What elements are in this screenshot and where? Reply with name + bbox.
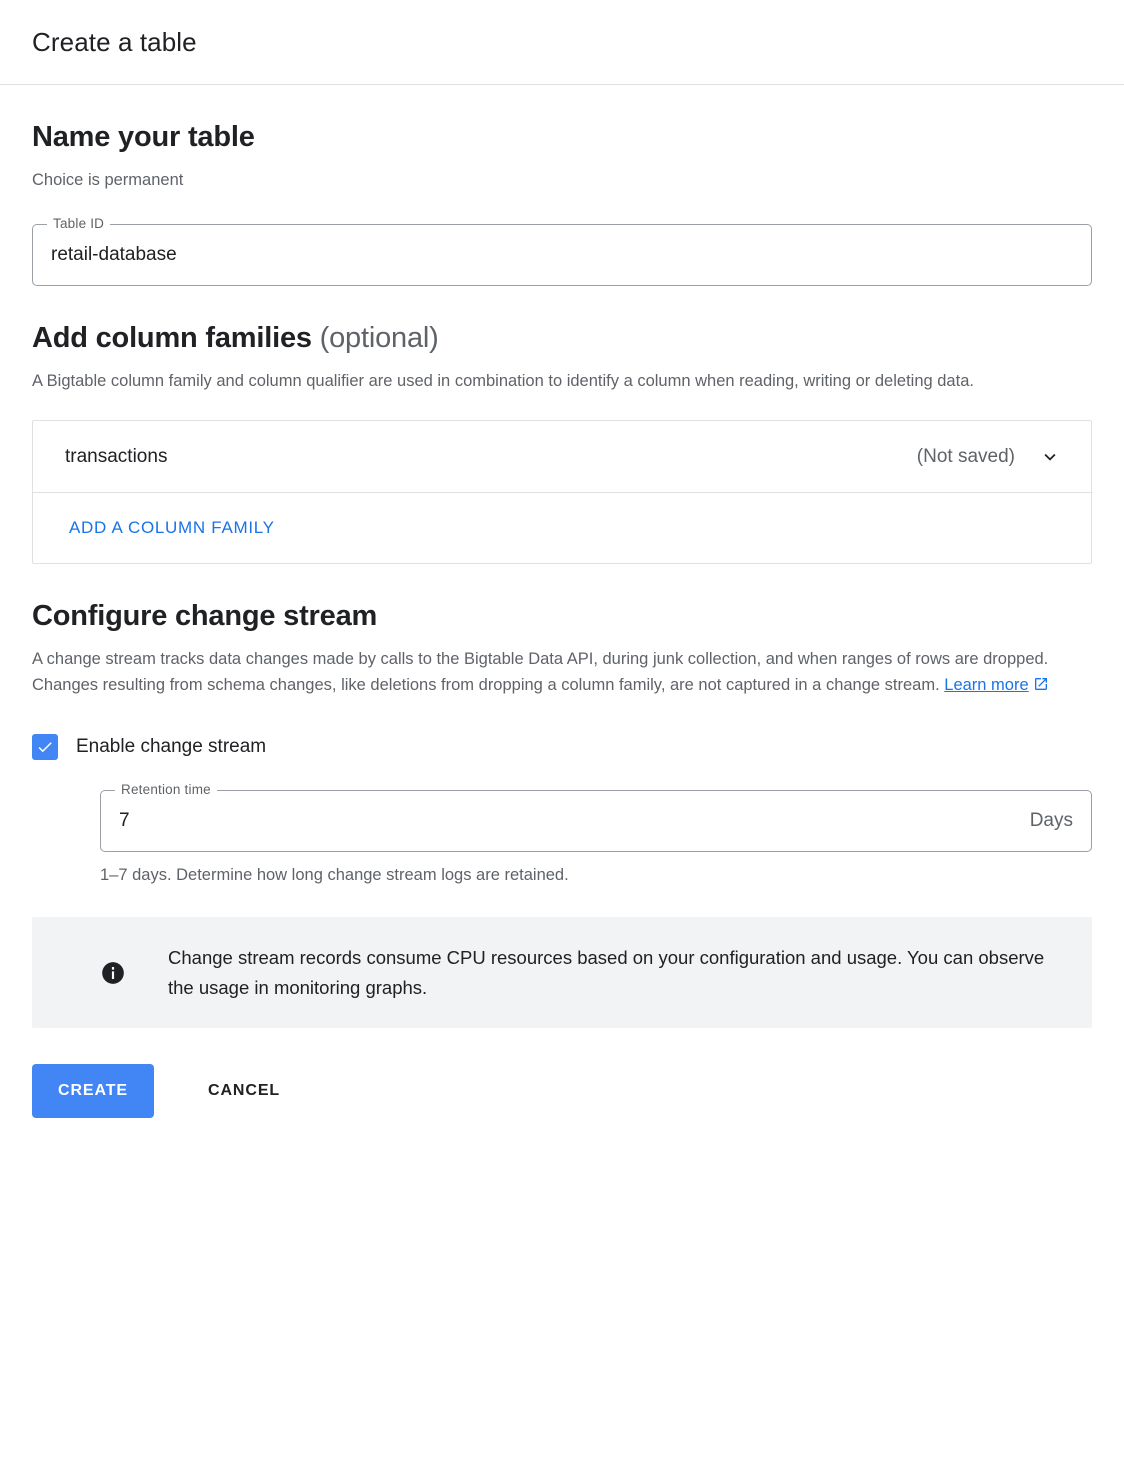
info-icon <box>100 960 126 986</box>
retention-time-field[interactable] <box>100 782 1092 852</box>
retention-time-helper: 1–7 days. Determine how long change stream logs are retained. <box>100 866 569 885</box>
change-stream-description <box>32 647 1052 700</box>
column-families-description: A Bigtable column family and column qualifier are used in combination to identify a column when reading, writing or deleting data. <box>32 371 974 390</box>
table-id-field[interactable] <box>32 215 1092 286</box>
column-families-list <box>32 420 1092 564</box>
page-content <box>0 121 1124 1118</box>
name-section-heading: Name your table <box>32 121 255 153</box>
page-header <box>0 0 1124 85</box>
retention-time-input[interactable] <box>119 810 1020 832</box>
add-column-family-row[interactable] <box>33 493 1091 563</box>
checkbox-checked-icon[interactable] <box>32 734 58 760</box>
column-families-heading-text: Add column families <box>32 321 320 354</box>
enable-change-stream-label: Enable change stream <box>76 736 267 758</box>
change-stream-description-text: A change stream tracks data changes made by calls to the Bigtable Data API, during junk collection, and when ranges of rows are dropped. Changes resulting from schema changes, like deletions from dropping a column family, are not captured in a change stream. <box>32 650 1049 694</box>
enable-change-stream-row[interactable] <box>32 734 1092 760</box>
table-id-label: Table ID <box>47 216 110 231</box>
table-id-input[interactable] <box>51 244 1073 266</box>
column-families-heading-optional: (optional) <box>319 321 439 354</box>
column-family-name: transactions <box>65 445 168 467</box>
change-stream-heading: Configure change stream <box>32 600 378 633</box>
add-column-family-button[interactable]: ADD A COLUMN FAMILY <box>69 518 275 538</box>
create-button[interactable]: CREATE <box>32 1064 154 1118</box>
column-families-heading <box>32 322 1092 355</box>
column-family-row[interactable] <box>33 421 1091 493</box>
retention-time-label: Retention time <box>115 782 217 797</box>
learn-more-link[interactable]: Learn more <box>944 675 1029 694</box>
retention-time-unit: Days <box>1029 810 1073 832</box>
info-banner <box>32 917 1092 1028</box>
info-banner-text: Change stream records consume CPU resources based on your configuration and usage. You can observe the usage in monitoring graphs. <box>168 947 1045 998</box>
action-buttons <box>32 1064 1092 1118</box>
external-link-icon <box>1033 675 1049 701</box>
column-family-status: (Not saved) <box>916 445 1015 467</box>
page-title: Create a table <box>32 26 197 57</box>
name-section-subtext: Choice is permanent <box>32 171 184 189</box>
retention-wrapper <box>100 782 1092 852</box>
cancel-button[interactable]: CANCEL <box>182 1064 306 1118</box>
chevron-down-icon[interactable] <box>1039 446 1061 468</box>
